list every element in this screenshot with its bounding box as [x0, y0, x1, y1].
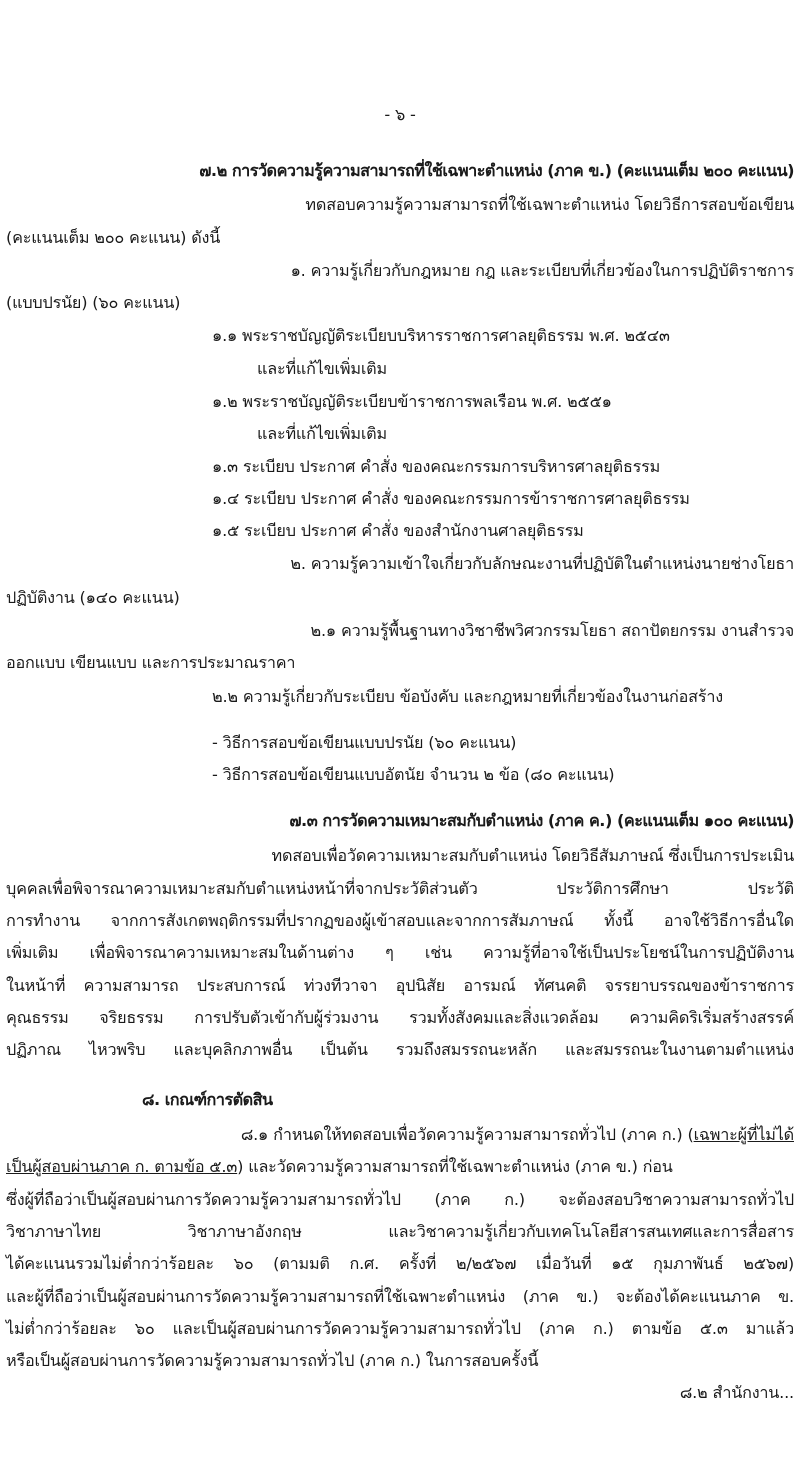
section-8-line: ซึ่งผู้ที่ถือว่าเป็นผู้สอบผ่านการวัดความรู้ความสามารถทั่วไป (ภาค ก.) จะต้องสอบวิชาความสามารถทั่วไป [6, 1190, 794, 1209]
section-8-line: ได้คะแนนรวมไม่ต่ำกว่าร้อยละ ๖๐ (ตามมติ ก.ศ. ครั้งที่ ๒/๒๕๖๗ เมื่อวันที่ ๑๕ กุมภาพันธ์ ๒๕๖๗) [6, 1254, 794, 1273]
section-7-3-heading: ๗.๓ การวัดความเหมาะสมกับตำแหน่ง (ภาค ค.) (คะแนนเต็ม ๑๐๐ คะแนน) [289, 811, 794, 830]
section-7-3-line: การทำงาน จากการสังเกตพฤติกรรมที่ปรากฏของผู้เข้าสอบและจากการสัมภาษณ์ ทั้งนี้ อาจใช้วิธีการอื่นใด [6, 911, 794, 930]
section-7-2-intro-line1: ทดสอบความรู้ความสามารถที่ใช้เฉพาะตำแหน่ง โดยวิธีการสอบข้อเขียน [305, 195, 794, 214]
section-8-line: และผู้ที่ถือว่าเป็นผู้สอบผ่านการวัดความรู้ความสามารถที่ใช้เฉพาะตำแหน่ง (ภาค ข.) จะต้องได้คะแนนภาค ข. [6, 1287, 794, 1306]
section-8-1-text: ) และวัดความรู้ความสามารถที่ใช้เฉพาะตำแหน่ง (ภาค ข.) ก่อน [237, 1157, 673, 1176]
section-7-3-line: ทดสอบเพื่อวัดความเหมาะสมกับตำแหน่ง โดยวิธีสัมภาษณ์ ซึ่งเป็นการประเมิน [271, 846, 794, 865]
item-2-1-line1: ๒.๑ ความรู้พื้นฐานทางวิชาชีพวิศวกรรมโยธา สถาปัตยกรรม งานสำรวจ [310, 621, 794, 640]
item-1-line2: (แบบปรนัย) (๖๐ คะแนน) [6, 293, 181, 312]
section-7-3-line: ในหน้าที่ ความสามารถ ประสบการณ์ ท่วงทีวาจา อุปนิสัย อารมณ์ ทัศนคติ จรรยาบรรณของข้าราชการ [6, 976, 794, 995]
section-8-line: หรือเป็นผู้สอบผ่านการวัดความรู้ความสามารถทั่วไป (ภาค ก.) ในการสอบครั้งนี้ [6, 1351, 539, 1370]
item-1-5: ๑.๕ ระเบียบ ประกาศ คำสั่ง ของสำนักงานศาลยุติธรรม [212, 521, 584, 540]
item-1-1-line1: ๑.๑ พระราชบัญญัติระเบียบบริหารราชการศาลยุติธรรม พ.ศ. ๒๕๔๓ [212, 326, 670, 345]
section-7-3-line: เพิ่มเติม เพื่อพิจารณาความเหมาะสมในด้านต่าง ๆ เช่น ความรู้ที่อาจใช้เป็นประโยชน์ในการปฏิบัติงาน [6, 943, 794, 962]
section-7-3-line: ปฏิภาณ ไหวพริบ และบุคลิกภาพอื่น เป็นต้น รวมถึงสมรรถนะหลัก และสมรรถนะในงานตามตำแหน่ง [6, 1040, 794, 1059]
item-2-1-line2: ออกแบบ เขียนแบบ และการประมาณราคา [6, 653, 296, 672]
page-continuation: ๘.๒ สำนักงาน... [679, 1383, 794, 1402]
item-1-3: ๑.๓ ระเบียบ ประกาศ คำสั่ง ของคณะกรรมการบริหารศาลยุติธรรม [212, 457, 661, 476]
method-subjective: - วิธีการสอบข้อเขียนแบบอัตนัย จำนวน ๒ ข้อ (๘๐ คะแนน) [212, 765, 615, 784]
page-number: - ๖ - [384, 105, 416, 124]
section-8-1-line1 [241, 1124, 794, 1146]
section-8-1-text: ๘.๑ กำหนดให้ทดสอบเพื่อวัดความรู้ความสามารถทั่วไป (ภาค ก.) ( [240, 1125, 694, 1144]
item-1-1-line2: และที่แก้ไขเพิ่มเติม [257, 359, 387, 378]
item-1-line1: ๑. ความรู้เกี่ยวกับกฎหมาย กฎ และระเบียบที่เกี่ยวข้องในการปฏิบัติราชการ [290, 261, 794, 280]
underlined-condition: เฉพาะผู้ที่ไม่ได้ [693, 1125, 794, 1144]
section-7-2-heading: ๗.๒ การวัดความรู้ความสามารถที่ใช้เฉพาะตำแหน่ง (ภาค ข.) (คะแนนเต็ม ๒๐๐ คะแนน) [199, 161, 794, 180]
section-7-3-line: คุณธรรม จริยธรรม การปรับตัวเข้ากับผู้ร่วมงาน รวมทั้งสังคมและสิ่งแวดล้อม ความคิดริเริ่มสร้างสรรค์ [6, 1008, 794, 1027]
method-objective: - วิธีการสอบข้อเขียนแบบปรนัย (๖๐ คะแนน) [212, 733, 517, 752]
section-8-1-line2 [6, 1156, 794, 1178]
section-7-3-line: บุคคลเพื่อพิจารณาความเหมาะสมกับตำแหน่งหน้าที่จากประวัติส่วนตัว ประวัติการศึกษา ประวัติ [6, 879, 794, 898]
section-7-2-intro-line2: (คะแนนเต็ม ๒๐๐ คะแนน) ดังนี้ [6, 228, 221, 247]
item-1-2-line1: ๑.๒ พระราชบัญญัติระเบียบข้าราชการพลเรือน พ.ศ. ๒๕๕๑ [212, 392, 612, 411]
item-2-line1: ๒. ความรู้ความเข้าใจเกี่ยวกับลักษณะงานที่ปฏิบัติในตำแหน่งนายช่างโยธา [290, 554, 794, 573]
underlined-condition: เป็นผู้สอบผ่านภาค ก. ตามข้อ ๕.๓ [6, 1157, 238, 1176]
section-8-heading: ๘. เกณฑ์การตัดสิน [142, 1090, 273, 1109]
item-2-line2: ปฏิบัติงาน (๑๔๐ คะแนน) [6, 588, 180, 607]
item-1-2-line2: และที่แก้ไขเพิ่มเติม [257, 424, 387, 443]
section-8-line: ไม่ต่ำกว่าร้อยละ ๖๐ และเป็นผู้สอบผ่านการวัดความรู้ความสามารถทั่วไป (ภาค ก.) ตามข้อ ๕.๓ มาแล้ว [6, 1319, 794, 1338]
item-1-4: ๑.๔ ระเบียบ ประกาศ คำสั่ง ของคณะกรรมการข้าราชการศาลยุติธรรม [212, 489, 690, 508]
section-8-line: วิชาภาษาไทย วิชาภาษาอังกฤษ และวิชาความรู้เกี่ยวกับเทคโนโลยีสารสนเทศและการสื่อสาร [6, 1222, 794, 1241]
item-2-2: ๒.๒ ความรู้เกี่ยวกับระเบียบ ข้อบังคับ และกฎหมายที่เกี่ยวข้องในงานก่อสร้าง [212, 687, 723, 706]
